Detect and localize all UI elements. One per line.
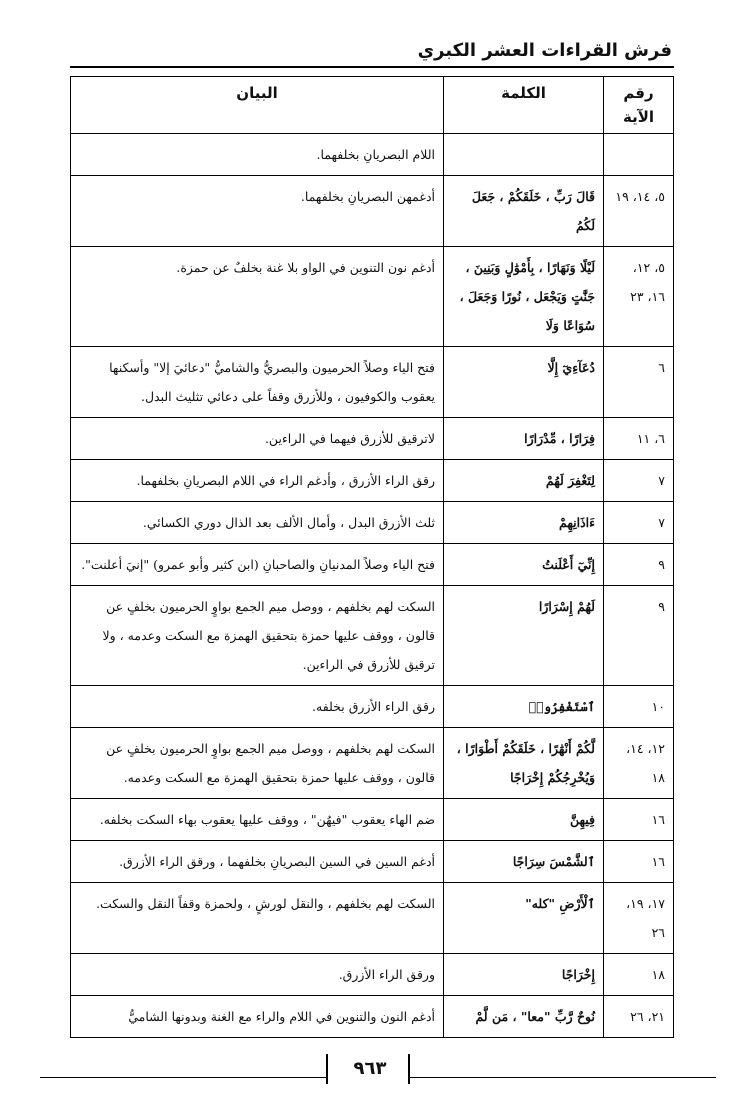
footer-bar-right xyxy=(408,1054,410,1084)
word-cell: قَالَ رَبِّ ، خَلَقَكُمْ ، جَعَلَ لَكُمُ xyxy=(444,176,604,247)
verse-number-cell: ٥، ١٢، ١٦، ٢٣ xyxy=(604,247,674,347)
table-row xyxy=(71,883,674,954)
table-row xyxy=(71,176,674,247)
note-cell: رقق الراء الأزرق ، وأدغم الراء في اللام البصريانِ بخلفهما. xyxy=(71,460,444,502)
word-cell: لِتَغْفِرَ لَهُمْ xyxy=(444,460,604,502)
verse-number-cell: ٦، ١١ xyxy=(604,418,674,460)
note-cell: أدغم النون والتنوين في اللام والراء مع الغنة وبدونها الشاميُّ xyxy=(71,996,444,1038)
table-row xyxy=(71,996,674,1038)
verse-number-cell: ٦ xyxy=(604,347,674,418)
word-cell: ٱسْتَغْفِرُوا۟ xyxy=(444,686,604,728)
verse-number-cell: ٩ xyxy=(604,586,674,686)
word-cell xyxy=(444,134,604,176)
table-row xyxy=(71,502,674,544)
column-header-word: الكلمة xyxy=(444,77,604,134)
readings-table xyxy=(70,76,674,1038)
verse-number-cell: ١٦ xyxy=(604,799,674,841)
table-row xyxy=(71,586,674,686)
table-row xyxy=(71,728,674,799)
word-cell: إِخْرَاجًا xyxy=(444,954,604,996)
verse-number-cell: ١٦ xyxy=(604,841,674,883)
verse-number-cell: ٧ xyxy=(604,502,674,544)
note-cell: أدغم السين في السين البصريانِ بخلفهما ، ورقق الراء الأزرق. xyxy=(71,841,444,883)
word-cell: نُوحٌ رَّبِّ "معا" ، مَن لَّمْ xyxy=(444,996,604,1038)
table-row xyxy=(71,841,674,883)
table-row xyxy=(71,799,674,841)
table-row xyxy=(71,686,674,728)
table-row xyxy=(71,134,674,176)
note-cell: السكت لهم بخلفهم ، ووصل ميم الجمع بواوٍ الحرميون بخلفٍ عن قالون ، ووقف عليها حمزة بتحقيق الهمزة مع السكت وعدمه ، ولا ترقيق للأزرق في الراءين. xyxy=(71,586,444,686)
note-cell: فتح الياء وصلاً المدنيانِ والصاحبانِ (ابن كثير وأبو عمرو) "إنيَ أعلنت". xyxy=(71,544,444,586)
word-cell: إِنِّيٓ أَعْلَنتُ xyxy=(444,544,604,586)
footer-rule-right xyxy=(410,1077,716,1078)
verse-number-cell: ٥، ١٤، ١٩ xyxy=(604,176,674,247)
column-header-num: رقم الآية xyxy=(604,77,674,134)
header-rule xyxy=(70,66,674,68)
table-row xyxy=(71,418,674,460)
table-row xyxy=(71,544,674,586)
word-cell: فِرَارًا ، مِّدْرَارًا xyxy=(444,418,604,460)
footer-rule-left xyxy=(40,1077,326,1078)
note-cell: السكت لهم بخلفهم ، والنقل لورشٍ ، ولحمزة وقفاً النقل والسكت. xyxy=(71,883,444,954)
verse-number-cell: ٧ xyxy=(604,460,674,502)
word-cell: فِيهِنَّ xyxy=(444,799,604,841)
note-cell: السكت لهم بخلفهم ، ووصل ميم الجمع بواوٍ الحرميون بخلفٍ عن قالون ، ووقف عليها حمزة بتحقيق الهمزة مع السكت وعدمه. xyxy=(71,728,444,799)
footer-bar-left xyxy=(326,1054,328,1084)
word-cell: لَهُمْ إِسْرَارًا xyxy=(444,586,604,686)
verse-number-cell: ١٧، ١٩، ٢٦ xyxy=(604,883,674,954)
note-cell: ضم الهاء يعقوب "فيهُن" ، ووقف عليها يعقوب بهاء السكت بخلفه. xyxy=(71,799,444,841)
table-header-row xyxy=(71,77,674,134)
note-cell: فتح الياء وصلاً الحرميون والبصريُّ والشاميُّ "دعائيَ إلا" وأسكنها يعقوب والكوفيون ، وللأزرق وقفاً على دعائي تثليث البدل. xyxy=(71,347,444,418)
word-cell: دُعَآءِيٓ إِلَّا xyxy=(444,347,604,418)
verse-number-cell: ١٢، ١٤، ١٨ xyxy=(604,728,674,799)
table-row xyxy=(71,247,674,347)
table-row xyxy=(71,460,674,502)
verse-number-cell xyxy=(604,134,674,176)
note-cell: ورقق الراء الأزرق. xyxy=(71,954,444,996)
page-number: ٩٦٣ xyxy=(353,1058,387,1079)
note-cell: أدغمهن البصريانِ بخلفهما. xyxy=(71,176,444,247)
table-row xyxy=(71,347,674,418)
word-cell: لَّكُمْ أَنْهَٰرًا ، خَلَقَكُمْ أَطْوَارًا ، وَيُخْرِجُكُمْ إِخْرَاجًا xyxy=(444,728,604,799)
table-row xyxy=(71,954,674,996)
running-header-title: فرش القراءات العشر الكبري xyxy=(417,40,672,61)
note-cell: لاترقيق للأزرق فيهما في الراءين. xyxy=(71,418,444,460)
column-header-note: البيان xyxy=(71,77,444,134)
word-cell: ٱلْأَرْضِ "كله" xyxy=(444,883,604,954)
verse-number-cell: ١٨ xyxy=(604,954,674,996)
word-cell: لَيْلًا وَنَهَارًا ، بِأَمْوَٰلٍ وَبَنِينَ ، جَنَّٰتٍ وَيَجْعَل ، نُورًا وَجَعَلَ ، سُوَاعًا وَلَا xyxy=(444,247,604,347)
word-cell: ٱلشَّمْسَ سِرَاجًا xyxy=(444,841,604,883)
note-cell: أدغم نون التنوين في الواو بلا غنة بخلفٌ عن حمزة. xyxy=(71,247,444,347)
word-cell: ءَاذَانِهِمْ xyxy=(444,502,604,544)
verse-number-cell: ٩ xyxy=(604,544,674,586)
verse-number-cell: ٢١، ٢٦ xyxy=(604,996,674,1038)
verse-number-cell: ١٠ xyxy=(604,686,674,728)
note-cell: رقق الراء الأزرق بخلفه. xyxy=(71,686,444,728)
note-cell: ثلث الأزرق البدل ، وأمال الألف بعد الذال دوري الكسائي. xyxy=(71,502,444,544)
note-cell: اللام البصريانِ بخلفهما. xyxy=(71,134,444,176)
